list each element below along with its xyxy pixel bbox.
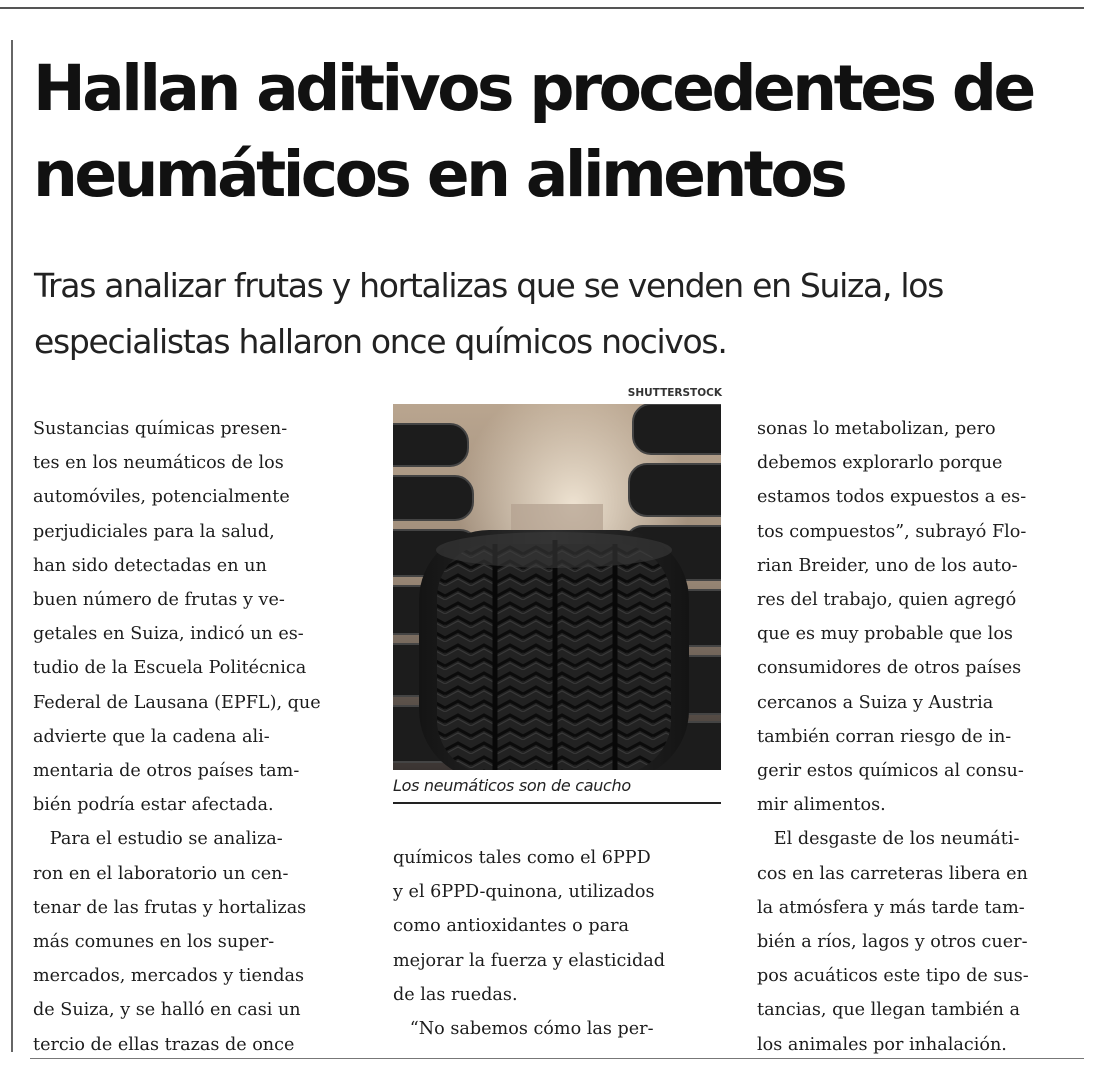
- body-line: tenar de las frutas y hortalizas: [33, 897, 307, 918]
- body-line: perjudiciales para la salud,: [33, 521, 275, 542]
- headline-line-1: Hallan aditivos procedentes de: [33, 52, 1033, 125]
- body-line: consumidores de otros países: [757, 658, 1022, 679]
- body-line: Sustancias químicas presen-: [33, 419, 288, 439]
- photo-credit: SHUTTERSTOCK: [627, 387, 722, 399]
- body-line: debemos explorarlo porque: [757, 453, 1003, 474]
- top-rule: [0, 7, 1084, 9]
- body-line: tancias, que llegan también a: [757, 1000, 1020, 1021]
- body-line: mir alimentos.: [757, 795, 886, 816]
- body-line: tes en los neumáticos de los: [33, 453, 284, 474]
- body-line: buen número de frutas y ve-: [33, 590, 285, 611]
- body-line: res del trabajo, quien agregó: [757, 590, 1017, 611]
- subheadline-line-2: especialistas hallaron once químicos nocivos.: [34, 322, 727, 361]
- body-line: y el 6PPD-quinona, utilizados: [393, 882, 655, 903]
- body-line: tos compuestos”, subrayó Flo-: [757, 521, 1027, 542]
- body-line: “No sabemos cómo las per-: [393, 1019, 654, 1040]
- body-line: cos en las carreteras libera en: [757, 863, 1028, 884]
- body-line: sonas lo metabolizan, pero: [757, 419, 996, 439]
- body-line: también corran riesgo de in-: [757, 726, 1012, 747]
- body-line: getales en Suiza, indicó un es-: [33, 624, 304, 645]
- body-line: gerir estos químicos al consu-: [757, 761, 1024, 782]
- body-line: rian Breider, uno de los auto-: [757, 555, 1018, 576]
- body-line: químicos tales como el 6PPD: [393, 848, 651, 868]
- body-line: estamos todos expuestos a es-: [757, 487, 1027, 508]
- body-line: mejorar la fuerza y elasticidad: [393, 950, 666, 971]
- body-line: Federal de Lausana (EPFL), que: [33, 692, 321, 713]
- subheadline: [34, 258, 1094, 370]
- body-line: Para el estudio se analiza-: [33, 829, 283, 850]
- body-line: cercanos a Suiza y Austria: [757, 692, 994, 713]
- body-line: más comunes en los super-: [33, 932, 275, 953]
- body-line: pos acuáticos este tipo de sus-: [757, 966, 1029, 987]
- tire-photo: [393, 404, 721, 770]
- left-column-rule: [11, 40, 13, 1052]
- body-line: que es muy probable que los: [757, 624, 1013, 645]
- body-column-2: [393, 841, 723, 1046]
- body-line: automóviles, potencialmente: [33, 487, 290, 508]
- body-line: han sido detectadas en un: [33, 555, 267, 576]
- body-line: mentaria de otros países tam-: [33, 761, 300, 782]
- body-line: los animales por inhalación.: [757, 1034, 1007, 1055]
- body-line: ron en el laboratorio un cen-: [33, 863, 289, 884]
- body-line: advierte que la cadena ali-: [33, 726, 270, 747]
- body-line: tercio de ellas trazas de once: [33, 1034, 295, 1055]
- body-line: El desgaste de los neumáti-: [757, 829, 1020, 850]
- body-column-1: [33, 412, 363, 1062]
- caption-rule: [393, 802, 721, 804]
- body-column-3: [757, 412, 1087, 1062]
- body-line: bién podría estar afectada.: [33, 795, 274, 816]
- headline-line-2: neumáticos en alimentos: [33, 138, 845, 211]
- body-line: mercados, mercados y tiendas: [33, 966, 304, 987]
- body-line: la atmósfera y más tarde tam-: [757, 897, 1025, 918]
- photo-caption: Los neumáticos son de caucho: [393, 776, 631, 795]
- body-line: de Suiza, y se halló en casi un: [33, 1000, 301, 1021]
- body-line: tudio de la Escuela Politécnica: [33, 658, 307, 679]
- body-line: como antioxidantes o para: [393, 916, 629, 937]
- subheadline-line-1: Tras analizar frutas y hortalizas que se venden en Suiza, los: [34, 266, 943, 305]
- body-line: bién a ríos, lagos y otros cuer-: [757, 932, 1028, 953]
- body-line: de las ruedas.: [393, 984, 518, 1005]
- bottom-rule: [30, 1058, 1084, 1059]
- headline: [33, 46, 1093, 218]
